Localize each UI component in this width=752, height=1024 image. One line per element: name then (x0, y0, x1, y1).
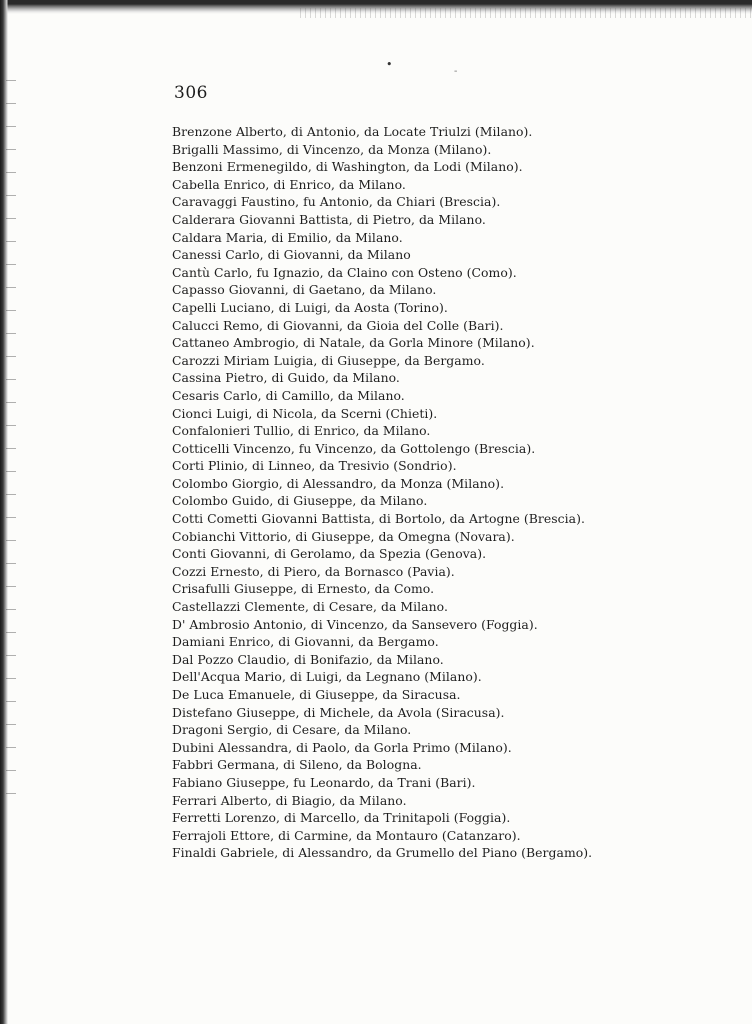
list-item: Damiani Enrico, di Giovanni, da Bergamo. (172, 634, 439, 650)
list-item: Caravaggi Faustino, fu Antonio, da Chiari (Brescia). (172, 194, 501, 210)
list-item: Dragoni Sergio, di Cesare, da Milano. (172, 722, 412, 738)
list-item: Cesaris Carlo, di Camillo, da Milano. (172, 387, 405, 403)
list-item: Cionci Luigi, di Nicola, da Scerni (Chieti). (172, 405, 438, 421)
list-item: Benzoni Ermenegildo, di Washington, da Lodi (Milano). (172, 159, 523, 175)
list-item: De Luca Emanuele, di Giuseppe, da Siracusa. (172, 687, 461, 702)
list-item: Canessi Carlo, di Giovanni, da Milano (172, 247, 411, 263)
list-item: Ferrari Alberto, di Biagio, da Milano. (172, 792, 407, 808)
list-item: Brenzone Alberto, di Antonio, da Locate Triulzi (Milano). (172, 124, 533, 139)
list-item: D' Ambrosio Antonio, di Vincenzo, da Sansevero (Foggia). (172, 616, 538, 632)
list-item: Ferretti Lorenzo, di Marcello, da Trinitapoli (Foggia). (172, 810, 511, 826)
name-list (172, 123, 692, 862)
list-item: Fabbri Germana, di Sileno, da Bologna. (172, 757, 422, 773)
list-item: Carozzi Miriam Luigia, di Giuseppe, da Bergamo. (172, 352, 485, 368)
list-item: Cantù Carlo, fu Ignazio, da Claino con Osteno (Como). (172, 264, 517, 280)
list-item: Caldara Maria, di Emilio, da Milano. (172, 229, 403, 245)
list-item: Colombo Guido, di Giuseppe, da Milano. (172, 493, 428, 509)
page-number: 306 (174, 83, 208, 103)
list-item: Fabiano Giuseppe, fu Leonardo, da Trani (Bari). (172, 774, 476, 790)
list-item: Dell'Acqua Mario, di Luigi, da Legnano (Milano). (172, 669, 482, 685)
list-item: Cobianchi Vittorio, di Giuseppe, da Omegna (Novara). (172, 528, 515, 544)
list-item: Dal Pozzo Claudio, di Bonifazio, da Milano. (172, 651, 444, 667)
list-item: Colombo Giorgio, di Alessandro, da Monza (Milano). (172, 475, 505, 491)
ink-speck: - (454, 66, 458, 77)
ink-speck: • (386, 58, 393, 71)
list-item: Cattaneo Ambrogio, di Natale, da Gorla Minore (Milano). (172, 335, 535, 351)
list-item: Calucci Remo, di Giovanni, da Gioia del Colle (Bari). (172, 317, 504, 333)
list-item: Castellazzi Clemente, di Cesare, da Milano. (172, 599, 448, 615)
list-item: Crisafulli Giuseppe, di Ernesto, da Como. (172, 581, 435, 597)
list-item: Capasso Giovanni, di Gaetano, da Milano. (172, 282, 437, 298)
list-item: Corti Plinio, di Linneo, da Tresivio (Sondrio). (172, 458, 457, 474)
list-item: Distefano Giuseppe, di Michele, da Avola (Siracusa). (172, 704, 505, 720)
list-item: Finaldi Gabriele, di Alessandro, da Grumello del Piano (Bergamo). (172, 845, 593, 861)
list-item: Dubini Alessandra, di Paolo, da Gorla Primo (Milano). (172, 739, 512, 755)
list-item: Cozzi Ernesto, di Piero, da Bornasco (Pavia). (172, 563, 455, 579)
scan-left-marks (6, 80, 16, 800)
list-item: Brigalli Massimo, di Vincenzo, da Monza (Milano). (172, 141, 492, 157)
scan-top-speckle (300, 8, 752, 18)
list-item: Cotticelli Vincenzo, fu Vincenzo, da Gottolengo (Brescia). (172, 440, 536, 456)
list-item: Cassina Pietro, di Guido, da Milano. (172, 370, 400, 386)
list-item: Capelli Luciano, di Luigi, da Aosta (Torino). (172, 299, 448, 315)
list-item: Cotti Cometti Giovanni Battista, di Bortolo, da Artogne (Brescia). (172, 511, 585, 527)
list-item: Ferrajoli Ettore, di Carmine, da Montauro (Catanzaro). (172, 827, 521, 843)
list-item: Calderara Giovanni Battista, di Pietro, da Milano. (172, 211, 486, 227)
list-item: Conti Giovanni, di Gerolamo, da Spezia (Genova). (172, 546, 487, 562)
list-item: Confalonieri Tullio, di Enrico, da Milano. (172, 423, 431, 439)
list-item: Cabella Enrico, di Enrico, da Milano. (172, 176, 406, 192)
